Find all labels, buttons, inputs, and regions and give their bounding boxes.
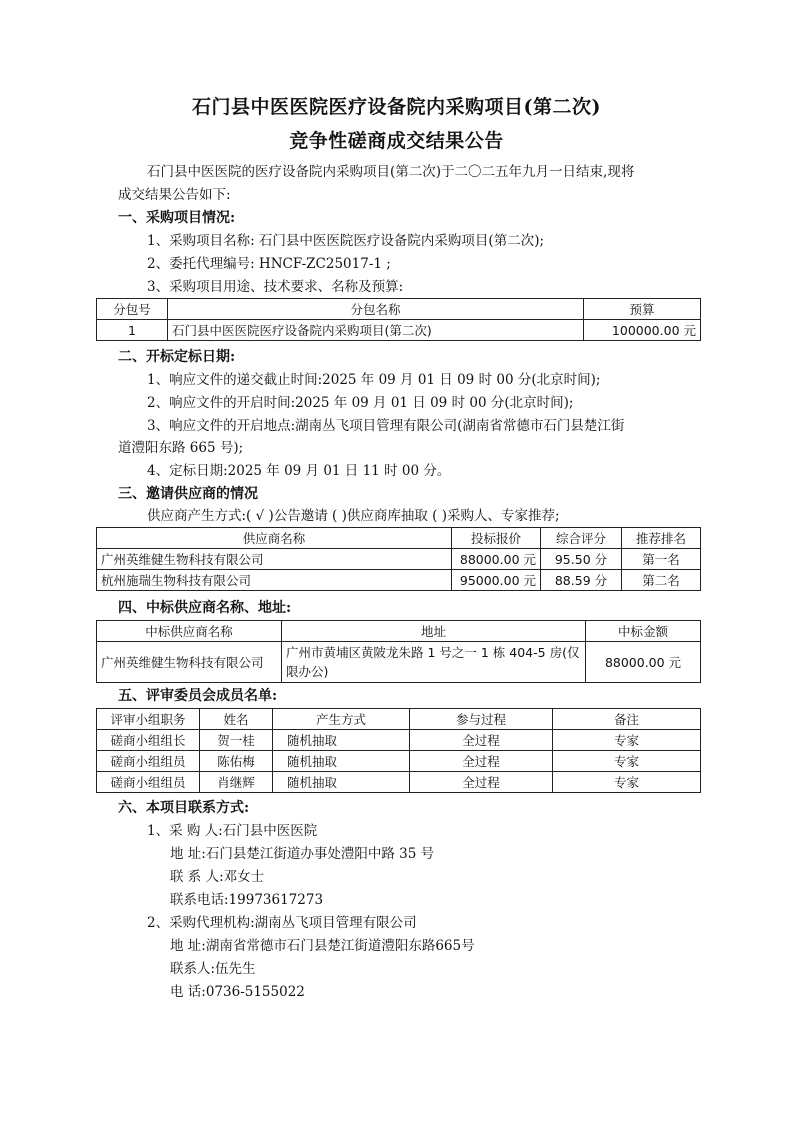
table-row [97, 730, 701, 751]
agent-contact-line: 联系人:伍先生 [170, 961, 256, 977]
winning-supplier-table [96, 620, 701, 683]
intro-line-1: 石门县中医医院的医疗设备院内采购项目(第二次)于二〇二五年九月一日结束,现将 [147, 164, 635, 180]
table-cell: 95000.00 元 [452, 570, 541, 591]
section-3-heading: 三、邀请供应商的情况 [118, 486, 258, 502]
table-cell: 1 [97, 320, 168, 341]
award-date-line: 4、定标日期:2025 年 09 月 01 日 11 时 00 分。 [147, 463, 451, 479]
table-cell: 专家 [553, 730, 701, 751]
section-5-heading: 五、评审委员会成员名单: [118, 688, 278, 704]
supplier-method-line: 供应商产生方式:( √ )公告邀请 ( )供应商库抽取 ( )采购人、专家推荐; [147, 508, 560, 524]
table-cell: 随机抽取 [273, 772, 410, 793]
project-purpose-line: 3、采购项目用途、技术要求、名称及预算: [147, 279, 404, 295]
table-header-row [97, 621, 701, 642]
table-header-row [97, 299, 701, 320]
column-header: 分包名称 [168, 299, 584, 320]
table-row [97, 320, 701, 341]
table-cell: 肖继辉 [200, 772, 273, 793]
table-cell: 全过程 [410, 772, 553, 793]
document-subtitle: 竞争性磋商成交结果公告 [289, 130, 504, 152]
opening-location-line-cont: 道澧阳东路 665 号); [118, 440, 244, 456]
table-row [97, 772, 701, 793]
table-cell: 随机抽取 [273, 751, 410, 772]
project-name-line: 1、采购项目名称: 石门县中医医院医疗设备院内采购项目(第二次); [147, 233, 545, 249]
column-header: 推荐排名 [622, 528, 701, 549]
column-header: 备注 [553, 709, 701, 730]
table-cell: 广州英维健生物科技有限公司 [97, 549, 452, 570]
column-header: 参与过程 [410, 709, 553, 730]
buyer-contact-line: 联 系 人:邓女士 [170, 869, 265, 885]
table-header-row [97, 709, 701, 730]
section-6-heading: 六、本项目联系方式: [118, 800, 250, 816]
column-header: 中标供应商名称 [97, 621, 282, 642]
section-1-heading: 一、采购项目情况: [118, 210, 236, 226]
agent-address-line: 地 址:湖南省常德市石门县楚江街道澧阳东路665号 [170, 938, 475, 954]
package-table [96, 298, 701, 341]
document-title: 石门县中医医院医疗设备院内采购项目(第二次) [192, 96, 601, 118]
agent-phone-line: 电 话:0736-5155022 [170, 984, 305, 1000]
table-cell: 100000.00 元 [584, 320, 701, 341]
submission-deadline-line: 1、响应文件的递交截止时间:2025 年 09 月 01 日 09 时 00 分(北京时间); [147, 372, 601, 388]
table-cell: 磋商小组组长 [97, 730, 200, 751]
table-cell: 专家 [553, 772, 701, 793]
table-cell: 88000.00 元 [586, 642, 701, 683]
column-header: 评审小组职务 [97, 709, 200, 730]
table-cell: 第一名 [622, 549, 701, 570]
column-header: 预算 [584, 299, 701, 320]
table-cell: 石门县中医医院医疗设备院内采购项目(第二次) [168, 320, 584, 341]
column-header: 投标报价 [452, 528, 541, 549]
address-line-1: 广州市黄埔区黄陂龙朱路 1 号之一 1 栋 404-5 房(仅 [286, 645, 580, 660]
table-cell: 磋商小组组员 [97, 751, 200, 772]
table-row [97, 751, 701, 772]
table-cell: 杭州施瑞生物科技有限公司 [97, 570, 452, 591]
table-cell: 磋商小组组员 [97, 772, 200, 793]
column-header: 供应商名称 [97, 528, 452, 549]
column-header: 姓名 [200, 709, 273, 730]
section-2-heading: 二、开标定标日期: [118, 349, 236, 365]
section-4-heading: 四、中标供应商名称、地址: [118, 600, 292, 616]
buyer-address-line: 地 址:石门县楚江街道办事处澧阳中路 35 号 [170, 846, 435, 862]
table-row [97, 570, 701, 591]
table-cell: 88000.00 元 [452, 549, 541, 570]
intro-line-2: 成交结果公告如下: [118, 187, 231, 203]
table-cell: 陈佑梅 [200, 751, 273, 772]
table-row [97, 549, 701, 570]
table-cell: 专家 [553, 751, 701, 772]
buyer-phone-line: 联系电话:19973617273 [170, 892, 324, 908]
column-header: 分包号 [97, 299, 168, 320]
agency-code-line: 2、委托代理编号: HNCF-ZC25017-1 ; [147, 256, 391, 272]
opening-location-line: 3、响应文件的开启地点:湖南丛飞项目管理有限公司(湖南省常德市石门县楚江街 [147, 418, 625, 434]
address-line-2: 限办公) [286, 664, 329, 679]
column-header: 产生方式 [273, 709, 410, 730]
agent-line: 2、采购代理机构:湖南丛飞项目管理有限公司 [147, 915, 417, 931]
table-row [97, 642, 701, 683]
column-header: 综合评分 [541, 528, 622, 549]
table-cell: 88.59 分 [541, 570, 622, 591]
table-cell: 95.50 分 [541, 549, 622, 570]
committee-table [96, 708, 701, 793]
column-header: 中标金额 [586, 621, 701, 642]
column-header: 地址 [282, 621, 586, 642]
table-cell: 全过程 [410, 751, 553, 772]
table-cell: 广州英维健生物科技有限公司 [97, 642, 282, 683]
table-cell: 贺一桂 [200, 730, 273, 751]
supplier-table [96, 527, 701, 591]
table-cell: 随机抽取 [273, 730, 410, 751]
address-cell [282, 642, 586, 683]
table-cell: 第二名 [622, 570, 701, 591]
table-header-row [97, 528, 701, 549]
table-cell: 全过程 [410, 730, 553, 751]
buyer-line: 1、采 购 人:石门县中医医院 [147, 823, 318, 839]
opening-time-line: 2、响应文件的开启时间:2025 年 09 月 01 日 09 时 00 分(北京时间); [147, 395, 574, 411]
